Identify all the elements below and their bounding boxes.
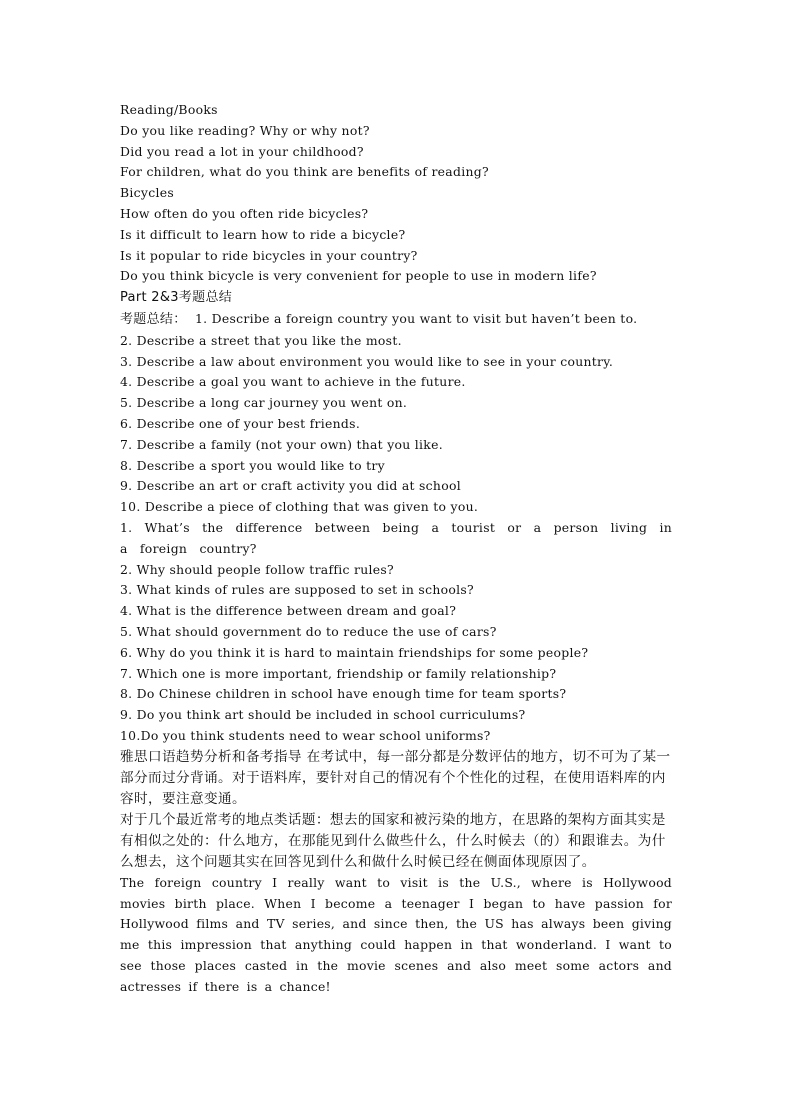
part3-question: 9. Do you think art should be included in school curriculums? [120, 707, 526, 723]
guidance-section [120, 747, 672, 873]
part2-topic: 6. Describe one of your best friends. [120, 415, 361, 431]
bicycles-question: Is it difficult to learn how to ride a bicycle? [120, 226, 406, 242]
summary-label: 考题总结： [120, 311, 187, 327]
bicycles-heading: Bicycles [120, 185, 175, 201]
sample-answer: The foreign country I really want to visit is the U.S., where is Hollywood movies birth place. When I become a teenager I began to have passion for Hollywood films and TV series, and since then, the US has always been giving me this impression that anything could happen in that wonderland. I want to see those places casted in the movie scenes and also meet some actors and actresses if there is a chance! [120, 874, 672, 994]
guidance-paragraph: 对于几个最近常考的地点类话题：想去的国家和被污染的地方，在思路的架构方面其实是有相似之处的：什么地方，在那能见到什么做些什么，什么时候去（的）和跟谁去。为什么想去，这个问题其实在回答见到什么和做什么时候已经在侧面体现原因了。 [120, 811, 666, 870]
part3-question: 5. What should government do to reduce the use of cars? [120, 623, 497, 639]
part3-question: 1. What’s the difference between being a tourist or a person living in a foreign country? [120, 519, 672, 556]
reading-question: Do you like reading? Why or why not? [120, 122, 370, 138]
part3-question: 8. Do Chinese children in school have enough time for team sports? [120, 686, 567, 702]
reading-question: Did you read a lot in your childhood? [120, 143, 364, 159]
part2-topic: 10. Describe a piece of clothing that was given to you. [120, 499, 479, 515]
bicycles-section [120, 183, 672, 287]
part2-topic: 7. Describe a family (not your own) that you like. [120, 436, 443, 452]
part3-question: 3. What kinds of rules are supposed to set in schools? [120, 582, 474, 598]
part2-topic: 9. Describe an art or craft activity you did at school [120, 478, 461, 494]
part23-section [120, 287, 672, 747]
bicycles-question: How often do you often ride bicycles? [120, 205, 369, 221]
document-page [120, 100, 672, 997]
reading-question: For children, what do you think are benefits of reading? [120, 164, 489, 180]
part23-heading [120, 287, 672, 309]
bicycles-question: Is it popular to ride bicycles in your country? [120, 247, 418, 263]
part2-topic: 5. Describe a long car journey you went on. [120, 395, 408, 411]
part2-topic: 8. Describe a sport you would like to try [120, 457, 385, 473]
part3-question: 7. Which one is more important, friendship or family relationship? [120, 665, 557, 681]
part3-question: 2. Why should people follow traffic rules? [120, 561, 394, 577]
part23-heading-text: Part 2&3考题总结 [120, 290, 233, 306]
reading-heading: Reading/Books [120, 102, 218, 117]
bicycles-question: Do you think bicycle is very convenient for people to use in modern life? [120, 268, 597, 284]
part3-question: 10.Do you think students need to wear school uniforms? [120, 727, 491, 743]
part2-topic: 2. Describe a street that you like the most. [120, 332, 402, 348]
guidance-paragraph: 雅思口语趋势分析和备考指导 在考试中，每一部分都是分数评估的地方，切不可为了某一部分而过分背诵。对于语料库，要针对自己的情况有个个性化的过程，在使用语料库的内容时，要注意变通。 [120, 748, 671, 807]
part2-topic-text: 1. Describe a foreign country you want to visit but haven’t been to. [195, 310, 638, 326]
part2-topic: 4. Describe a goal you want to achieve in the future. [120, 374, 466, 390]
part2-topic [120, 309, 672, 331]
part3-question: 4. What is the difference between dream and goal? [120, 603, 457, 619]
part3-question: 6. Why do you think it is hard to maintain friendships for some people? [120, 644, 589, 660]
reading-section [120, 100, 672, 183]
part2-topic: 3. Describe a law about environment you would like to see in your country. [120, 353, 614, 369]
